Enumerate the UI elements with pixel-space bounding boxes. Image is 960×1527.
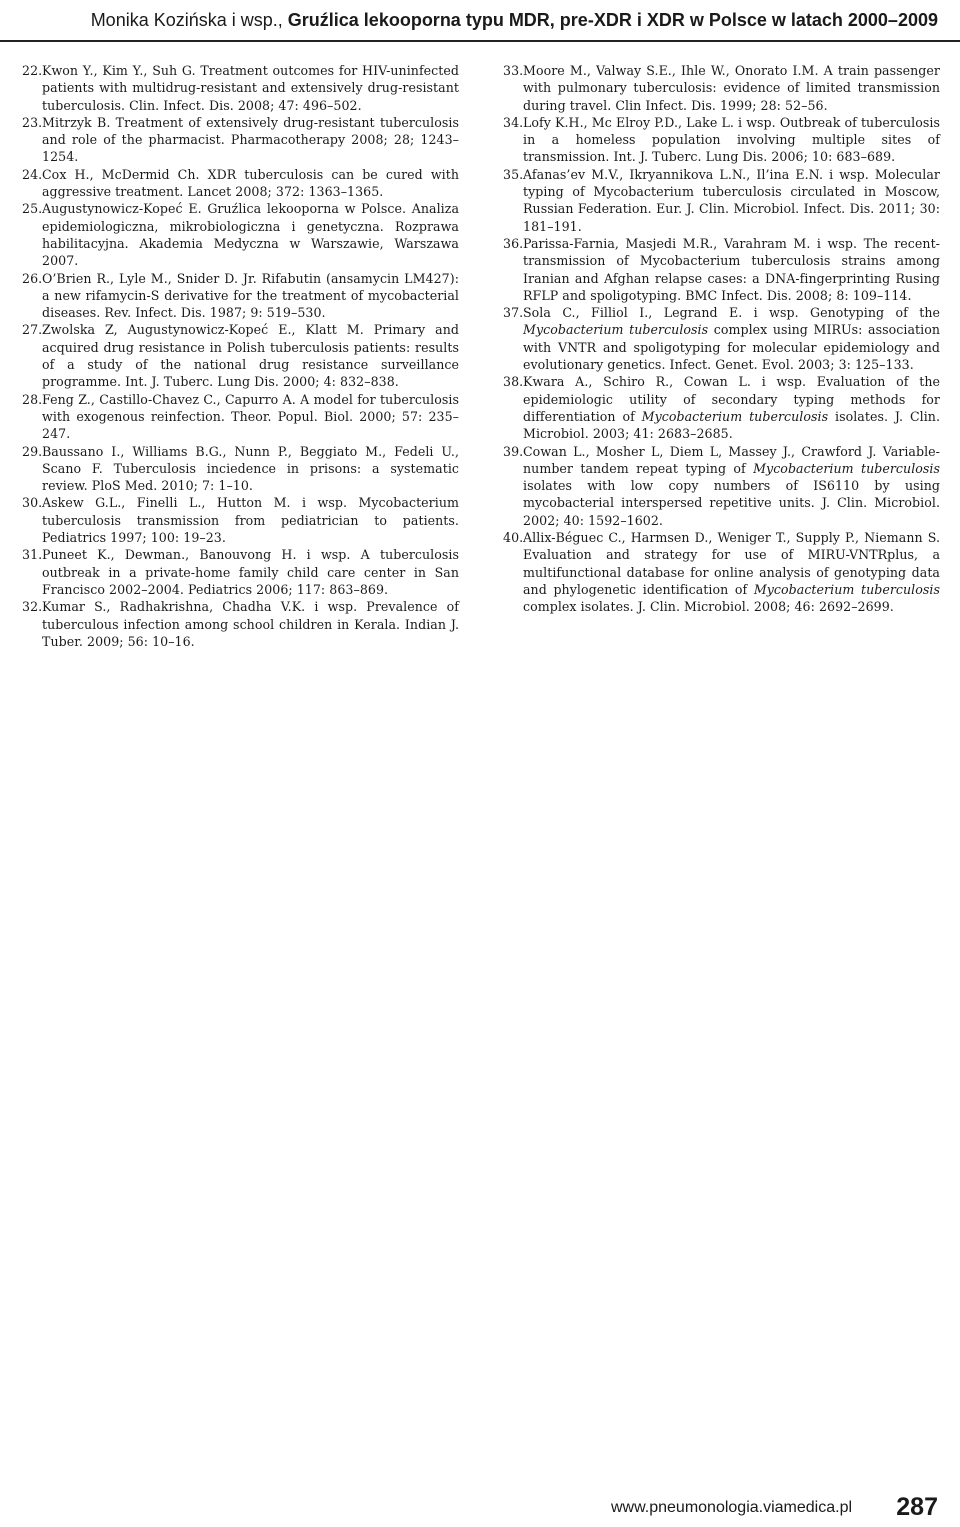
reference-item bbox=[503, 62, 940, 114]
reference-item bbox=[503, 304, 940, 373]
reference-number: 39. bbox=[503, 443, 524, 459]
reference-text: Baussano I., Williams B.G., Nunn P., Beggiato M., Fedeli U., Scano F. Tuberculosis inciedence in prisons: a systematic review. PloS Med. 2010; 7: 1–10. bbox=[42, 443, 459, 494]
reference-text-part: isolates. J. Clin. Microbiol. 2003; 41: 2683–2685. bbox=[523, 408, 941, 442]
reference-item bbox=[503, 373, 940, 442]
reference-number: 35. bbox=[503, 166, 524, 182]
references-left-column bbox=[22, 62, 459, 650]
reference-number: 24. bbox=[22, 166, 43, 182]
reference-text: Askew G.L., Finelli L., Hutton M. i wsp. Mycobacterium tuberculosis transmission from pediatrician to patients. Pediatrics 1997; 100: 19–23. bbox=[42, 495, 459, 546]
species-name: Mycobacterium tuberculosis bbox=[641, 408, 829, 424]
reference-number: 32. bbox=[22, 599, 43, 615]
reference-text: Kumar S., Radhakrishna, Chadha V.K. i wsp. Prevalence of tuberculous infection among school children in Kerala. Indian J. Tuber. 2009; 56: 10–16. bbox=[42, 599, 459, 649]
reference-item bbox=[503, 166, 940, 235]
header-separator: , bbox=[277, 10, 288, 30]
reference-number: 37. bbox=[503, 305, 524, 321]
reference-number: 25. bbox=[22, 201, 43, 217]
page-number: 287 bbox=[896, 1493, 938, 1521]
reference-number: 29. bbox=[22, 443, 43, 459]
reference-item bbox=[22, 200, 459, 269]
reference-item bbox=[22, 443, 459, 495]
reference-text bbox=[523, 443, 940, 529]
reference-text-part: complex isolates. J. Clin. Microbiol. 2008; 46: 2692–2699. bbox=[523, 599, 894, 615]
reference-text bbox=[523, 373, 940, 442]
species-name: Mycobacterium tuberculosis bbox=[753, 460, 941, 476]
reference-text: Parissa-Farnia, Masjedi M.R., Varahram M. i wsp. The recent-transmission of Mycobacterium tuberculosis strains among Iranian and Afghan relapse cases: a DNA-fingerprinting Rusing RFLP and spoligotyping. BMC Infect. Dis. 2008; 8: 109–114. bbox=[523, 235, 940, 303]
header-rule bbox=[0, 40, 960, 42]
reference-number: 34. bbox=[503, 114, 524, 130]
journal-url[interactable]: www.pneumonologia.viamedica.pl bbox=[611, 1499, 853, 1516]
species-name: Mycobacterium tuberculosis bbox=[523, 322, 709, 338]
species-name: Mycobacterium tuberculosis bbox=[753, 581, 940, 597]
reference-number: 23. bbox=[22, 114, 43, 130]
reference-number: 36. bbox=[503, 235, 524, 251]
reference-text: Cox H., McDermid Ch. XDR tuberculosis can be cured with aggressive treatment. Lancet 2008; 372: 1363–1365. bbox=[42, 166, 459, 200]
reference-text bbox=[523, 529, 940, 615]
reference-item bbox=[22, 391, 459, 443]
reference-text-part: isolates with low copy numbers of IS6110 by using mycobacterial interspersed repetitive units. J. Clin. Microbiol. 2002; 40: 1592–1602. bbox=[523, 478, 940, 528]
reference-item bbox=[22, 270, 459, 322]
reference-item bbox=[503, 235, 940, 304]
reference-text: Afanas’ev M.V., Ikryannikova L.N., Il’ina E.N. i wsp. Molecular typing of Mycobacterium tuberculosis circulated in Moscow, Russian Federation. Eur. J. Clin. Microbiol. Infect. Dis. 2011; 30: 181–191. bbox=[523, 166, 940, 234]
reference-text: O’Brien R., Lyle M., Snider D. Jr. Rifabutin (ansamycin LM427): a new rifamycin-S derivative for the treatment of mycobacterial diseases. Rev. Infect. Dis. 1987; 9: 519–530. bbox=[42, 270, 459, 321]
reference-number: 33. bbox=[503, 63, 524, 78]
reference-text-part: Sola C., Filliol I., Legrand E. i wsp. Genotyping of the bbox=[523, 305, 940, 321]
reference-text: Feng Z., Castillo-Chavez C., Capurro A. A model for tuberculosis with exogenous reinfection. Theor. Popul. Biol. 2000; 57: 235–247. bbox=[42, 391, 459, 442]
reference-text: Puneet K., Dewman., Banouvong H. i wsp. A tuberculosis outbreak in a private-home family child care center in San Francisco 2002–2004. Pediatrics 2006; 117: 863–869. bbox=[42, 547, 459, 597]
reference-text-part: Allix-Béguec C., Harmsen D., Weniger T., Supply P., Niemann S. Evaluation and strategy for use of MIRU-VNTRplus, a multifunctional database for online analysis of genotyping data and phylogenetic identification of bbox=[523, 530, 940, 597]
reference-text: Zwolska Z, Augustynowicz-Kopeć E., Klatt M. Primary and acquired drug resistance in Polish tuberculosis patients: results of a study of the national drug resistance surveillance programme. Int. J. Tuberc. Lung Dis. 2000; 4: 832–838. bbox=[42, 322, 459, 390]
references-right-column bbox=[503, 62, 940, 616]
reference-number: 30. bbox=[22, 495, 43, 511]
reference-item bbox=[22, 598, 459, 650]
reference-number: 26. bbox=[22, 270, 43, 286]
reference-text-part: Cowan L., Mosher L, Diem L, Massey J., Crawford J. Variable-number tandem repeat typing of bbox=[523, 443, 940, 476]
header-title: Gruźlica lekooporna typu MDR, pre-XDR i XDR w Polsce w latach 2000–2009 bbox=[287, 10, 938, 30]
reference-number: 31. bbox=[22, 547, 43, 563]
reference-item bbox=[22, 166, 459, 201]
reference-number: 27. bbox=[22, 322, 43, 338]
reference-item bbox=[22, 62, 459, 114]
reference-item bbox=[503, 529, 940, 615]
reference-number: 40. bbox=[503, 530, 524, 546]
reference-text-part: complex using MIRUs: association with VNTR and spoligotyping for molecular epidemiology and evolutionary genetics. Infect. Genet. Evol. 2003; 3: 125–133. bbox=[523, 322, 940, 373]
reference-item bbox=[503, 114, 940, 166]
reference-text: Mitrzyk B. Treatment of extensively drug-resistant tuberculosis and role of the pharmacist. Pharmacotherapy 2008; 28; 1243–1254. bbox=[42, 114, 459, 165]
reference-text: Augustynowicz-Kopeć E. Gruźlica lekooporna w Polsce. Analiza epidemiologiczna, mikrobiologiczna i genetyczna. Rozprawa habilitacyjna. Akademia Medyczna w Warszawie, Warszawa 2007. bbox=[42, 201, 459, 269]
reference-number: 38. bbox=[503, 374, 524, 390]
reference-text: Moore M., Valway S.E., Ihle W., Onorato I.M. A train passenger with pulmonary tuberculosis: evidence of limited transmission during travel. Clin Infect. Dis. 1999; 28: 52–56. bbox=[523, 63, 940, 113]
reference-item bbox=[22, 546, 459, 598]
reference-text: Kwon Y., Kim Y., Suh G. Treatment outcomes for HIV-uninfected patients with multidrug-resistant and extensively drug-resistant tuberculosis. Clin. Infect. Dis. 2008; 47: 496–502. bbox=[42, 63, 459, 113]
reference-text bbox=[523, 304, 940, 373]
header-authors: Monika Kozińska i wsp. bbox=[90, 10, 278, 30]
running-header bbox=[91, 0, 938, 40]
reference-text: Lofy K.H., Mc Elroy P.D., Lake L. i wsp. Outbreak of tuberculosis in a homeless population involving multiple sites of transmission. Int. J. Tuberc. Lung Dis. 2006; 10: 683–689. bbox=[523, 114, 940, 165]
reference-item bbox=[22, 494, 459, 546]
reference-text-part: Kwara A., Schiro R., Cowan L. i wsp. Evaluation of the epidemiologic utility of secondary typing methods for differentiation of bbox=[523, 374, 940, 424]
reference-number: 22. bbox=[22, 63, 43, 78]
reference-item bbox=[503, 443, 940, 529]
reference-item bbox=[22, 114, 459, 166]
reference-item bbox=[22, 321, 459, 390]
reference-number: 28. bbox=[22, 391, 43, 407]
